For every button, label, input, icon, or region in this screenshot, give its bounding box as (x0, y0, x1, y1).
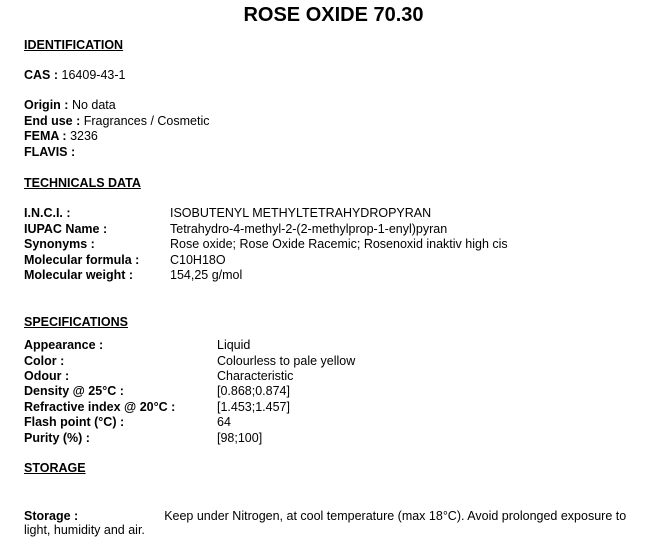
iupac-value: Tetrahydro-4-methyl-2-(2-methylprop-1-enyl)pyran (170, 222, 448, 236)
inci-label: I.N.C.I. : (24, 206, 71, 220)
refractive-index-label: Refractive index @ 20°C : (24, 400, 176, 414)
flash-point-label: Flash point (°C) : (24, 415, 125, 429)
weight-value: 154,25 g/mol (170, 268, 243, 282)
color-value: Colourless to pale yellow (217, 354, 356, 368)
flavis-label: FLAVIS : (24, 145, 76, 159)
cas-label: CAS : (24, 68, 59, 82)
end-use-value: Fragrances / Cosmetic (83, 114, 210, 128)
flash-point-value: 64 (217, 415, 231, 429)
cas-value: 16409-43-1 (61, 68, 126, 82)
technical-heading: TECHNICALS DATA (24, 176, 141, 190)
inci-value: ISOBUTENYL METHYLTETRAHYDROPYRAN (170, 206, 432, 220)
fema-value: 3236 (70, 129, 98, 143)
fema-label: FEMA : (24, 129, 67, 143)
formula-value: C10H18O (170, 253, 226, 267)
end-use-line (24, 114, 209, 129)
iupac-label: IUPAC Name : (24, 222, 108, 236)
color-label: Color : (24, 354, 65, 368)
synonyms-label: Synonyms : (24, 237, 95, 251)
document-title: ROSE OXIDE 70.30 (243, 4, 424, 26)
odour-value: Characteristic (217, 369, 294, 383)
density-value: [0.868;0.874] (217, 384, 290, 398)
synonyms-value: Rose oxide; Rose Oxide Racemic; Rosenoxid inaktiv high cis (170, 237, 508, 251)
appearance-label: Appearance : (24, 338, 104, 352)
odour-label: Odour : (24, 369, 70, 383)
storage-line (24, 509, 654, 537)
purity-label: Purity (%) : (24, 431, 90, 445)
weight-label: Molecular weight : (24, 268, 134, 282)
end-use-label: End use : (24, 114, 81, 128)
specifications-heading: SPECIFICATIONS (24, 315, 128, 329)
flavis-line (24, 145, 75, 160)
origin-value: No data (71, 98, 116, 112)
fema-line (24, 129, 98, 144)
identification-heading: IDENTIFICATION (24, 38, 124, 52)
storage-label: Storage : (24, 509, 79, 523)
origin-label: Origin : (24, 98, 69, 112)
appearance-value: Liquid (217, 338, 251, 352)
refractive-index-value: [1.453;1.457] (217, 400, 290, 414)
origin-line (24, 98, 116, 113)
density-label: Density @ 25°C : (24, 384, 124, 398)
cas-line (24, 68, 125, 83)
purity-value: [98;100] (217, 431, 263, 445)
storage-heading: STORAGE (24, 461, 86, 475)
formula-label: Molecular formula : (24, 253, 140, 267)
storage-value: Keep under Nitrogen, at cool temperature (max 18°C). Avoid prolonged exposure to light, humidity and air. (24, 509, 627, 537)
